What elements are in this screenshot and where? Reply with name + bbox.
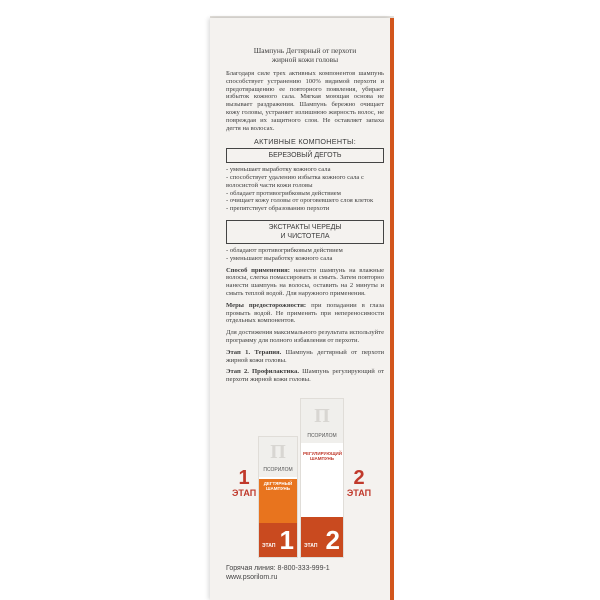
list-item: - препятствует образованию перхоти — [226, 205, 330, 213]
hotline-text: Горячая линия: 8-800-333-999-1 — [226, 565, 330, 572]
stage1-paragraph: Этап 1. Терапия. Шампунь дегтярный от перхоти жирной кожи головы. — [226, 348, 384, 364]
product1-package: П ПСОРИЛОМ ДЕГТЯРНЫЙ ШАМПУНЬ ЭТАП 1 — [258, 436, 298, 558]
product-title: Шампунь Дегтярный от перхоти жирной кожи головы — [253, 46, 357, 64]
website-text: www.psorilom.ru — [226, 574, 278, 581]
box-text-content — [226, 46, 384, 384]
stage1-marker: 1 ЭТАП — [232, 467, 257, 498]
products-graphic — [232, 398, 372, 558]
stage2-marker: 2 ЭТАП — [346, 467, 372, 498]
usage-paragraph: Способ применения: нанести шампунь на влажные волосы, слегка помассировать и смыть. Затем повторно нанести шампунь на волосы, оставить на 2 минуты и смыть теплой водой. Для наружного применения. — [226, 266, 384, 297]
product-logo-icon: П — [314, 405, 330, 427]
component1-heading: БЕРЕЗОВЫЙ ДЕГОТЬ — [226, 148, 384, 163]
list-item: - способствует удалению избытка кожного сала с волосистой части кожи головы — [226, 173, 364, 189]
list-item: - обладают противогрибковым действием — [226, 246, 343, 254]
list-item: - очищает кожу головы от ороговевшего слоя клеток — [226, 197, 374, 205]
box-orange-edge — [390, 18, 394, 600]
contact-footer — [226, 564, 384, 582]
component1-list — [226, 166, 384, 213]
component2-heading: ЭКСТРАКТЫ ЧЕРЕДЫ И ЧИСТОТЕЛА — [226, 220, 384, 244]
caution-paragraph: Меры предосторожности: при попадании в глаза промыть водой. Не применять при непереносимости отдельных компонентов. — [226, 301, 384, 325]
program-paragraph: Для достижения максимального результата используйте программу для полного избавления от перхоти. — [226, 329, 384, 344]
component2-list — [226, 247, 384, 263]
stage2-paragraph: Этап 2. Профилактика. Шампунь регулирующий от перхоти жирной кожи головы. — [226, 368, 384, 384]
list-item: - обладает противогрибковым действием — [226, 189, 341, 197]
list-item: - уменьшает выработку кожного сала — [226, 166, 331, 174]
product2-package: П ПСОРИЛОМ РЕГУЛИРУЮЩИЙ ШАМПУНЬ ЭТАП 2 — [300, 398, 344, 558]
product-logo-icon: П — [270, 441, 286, 463]
intro-paragraph: Благодаря силе трех активных компонентов шампунь способствует устранению 100% видимой перхоти и предотвращению ее повторного появления, убирает избыток кожного сала. Мягкая моющая основа не вызывает раздражения. Шампунь бережно очищает кожу головы, устраняет излишнюю жирность волос, не повреждая их защитного слоя. Не оставляет запаха дегтя на волосах. — [226, 70, 384, 132]
active-components-heading: АКТИВНЫЕ КОМПОНЕНТЫ: — [253, 137, 357, 147]
list-item: - уменьшают выработку кожного сала — [226, 254, 333, 262]
